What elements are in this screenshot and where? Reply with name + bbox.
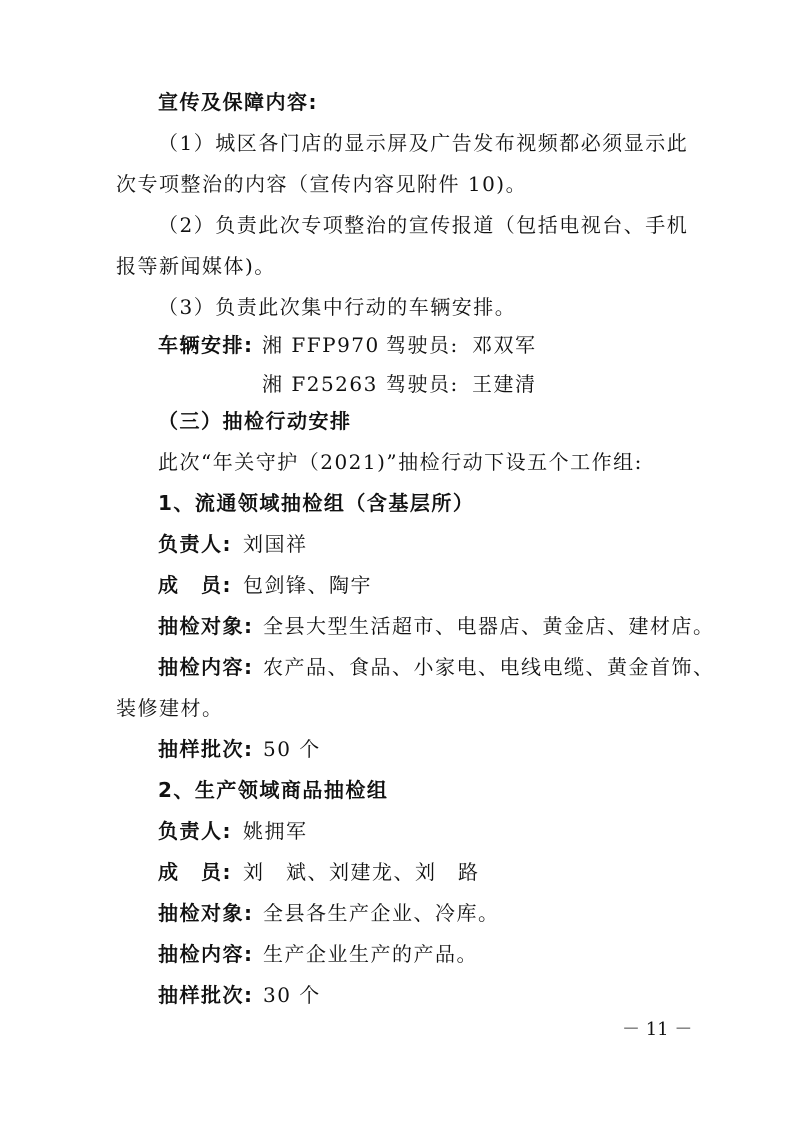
publicity-item-1-line-2: 次专项整治的内容（宣传内容见附件 10)。	[116, 172, 528, 196]
group-1-leader-label: 负责人:	[158, 532, 232, 556]
vehicle-1-plate: 湘 FFP970	[262, 333, 380, 357]
group-2-content: 生产企业生产的产品。	[263, 942, 478, 966]
vehicle-1-driver: 邓双军	[472, 333, 537, 357]
group-2-content-label: 抽检内容:	[158, 942, 254, 966]
vehicle-1-driver-label: 驾驶员:	[386, 333, 459, 357]
publicity-heading: 宣传及保障内容:	[158, 90, 318, 114]
group-1-content-line-1: 农产品、食品、小家电、电线电缆、黄金首饰、	[263, 655, 715, 679]
group-2-target: 全县各生产企业、冷库。	[263, 901, 500, 925]
group-2-heading: 2、生产领域商品抽检组	[158, 778, 389, 802]
vehicle-2-driver: 王建清	[472, 372, 537, 396]
group-1-members-label: 成 员:	[158, 573, 232, 597]
vehicle-2-driver-label: 驾驶员:	[386, 372, 459, 396]
publicity-item-3: （3）负责此次集中行动的车辆安排。	[158, 295, 517, 319]
group-2-members: 刘 斌、刘建龙、刘 路	[243, 860, 480, 884]
group-2-batch-label: 抽样批次:	[158, 983, 254, 1007]
group-2-leader-label: 负责人:	[158, 819, 232, 843]
group-1-content-line-2: 装修建材。	[116, 696, 224, 720]
group-1-heading: 1、流通领域抽检组（含基层所）	[158, 491, 475, 515]
section-3-heading: （三）抽检行动安排	[158, 409, 352, 433]
vehicle-2-plate: 湘 F25263	[262, 372, 378, 396]
group-2-leader: 姚拥军	[243, 819, 308, 843]
publicity-item-2-line-1: （2）负责此次专项整治的宣传报道（包括电视台、手机	[158, 213, 689, 237]
publicity-item-2-line-2: 报等新闻媒体)。	[116, 254, 276, 278]
group-1-leader: 刘国祥	[243, 532, 308, 556]
group-1-members: 包剑锋、陶宇	[243, 573, 372, 597]
publicity-item-1-line-1: （1）城区各门店的显示屏及广告发布视频都必须显示此	[158, 131, 689, 155]
group-2-batch: 30 个	[263, 983, 321, 1007]
group-1-batch: 50 个	[263, 737, 321, 761]
group-2-members-label: 成 员:	[158, 860, 232, 884]
group-2-target-label: 抽检对象:	[158, 901, 254, 925]
group-1-target-label: 抽检对象:	[158, 614, 254, 638]
vehicle-label: 车辆安排:	[158, 333, 254, 357]
group-1-content-label: 抽检内容:	[158, 655, 254, 679]
group-1-target: 全县大型生活超市、电器店、黄金店、建材店。	[263, 614, 715, 638]
group-1-batch-label: 抽样批次:	[158, 737, 254, 761]
page-number: － 11 －	[622, 1019, 693, 1040]
section-3-intro: 此次“年关守护（2021)”抽检行动下设五个工作组:	[158, 450, 643, 474]
